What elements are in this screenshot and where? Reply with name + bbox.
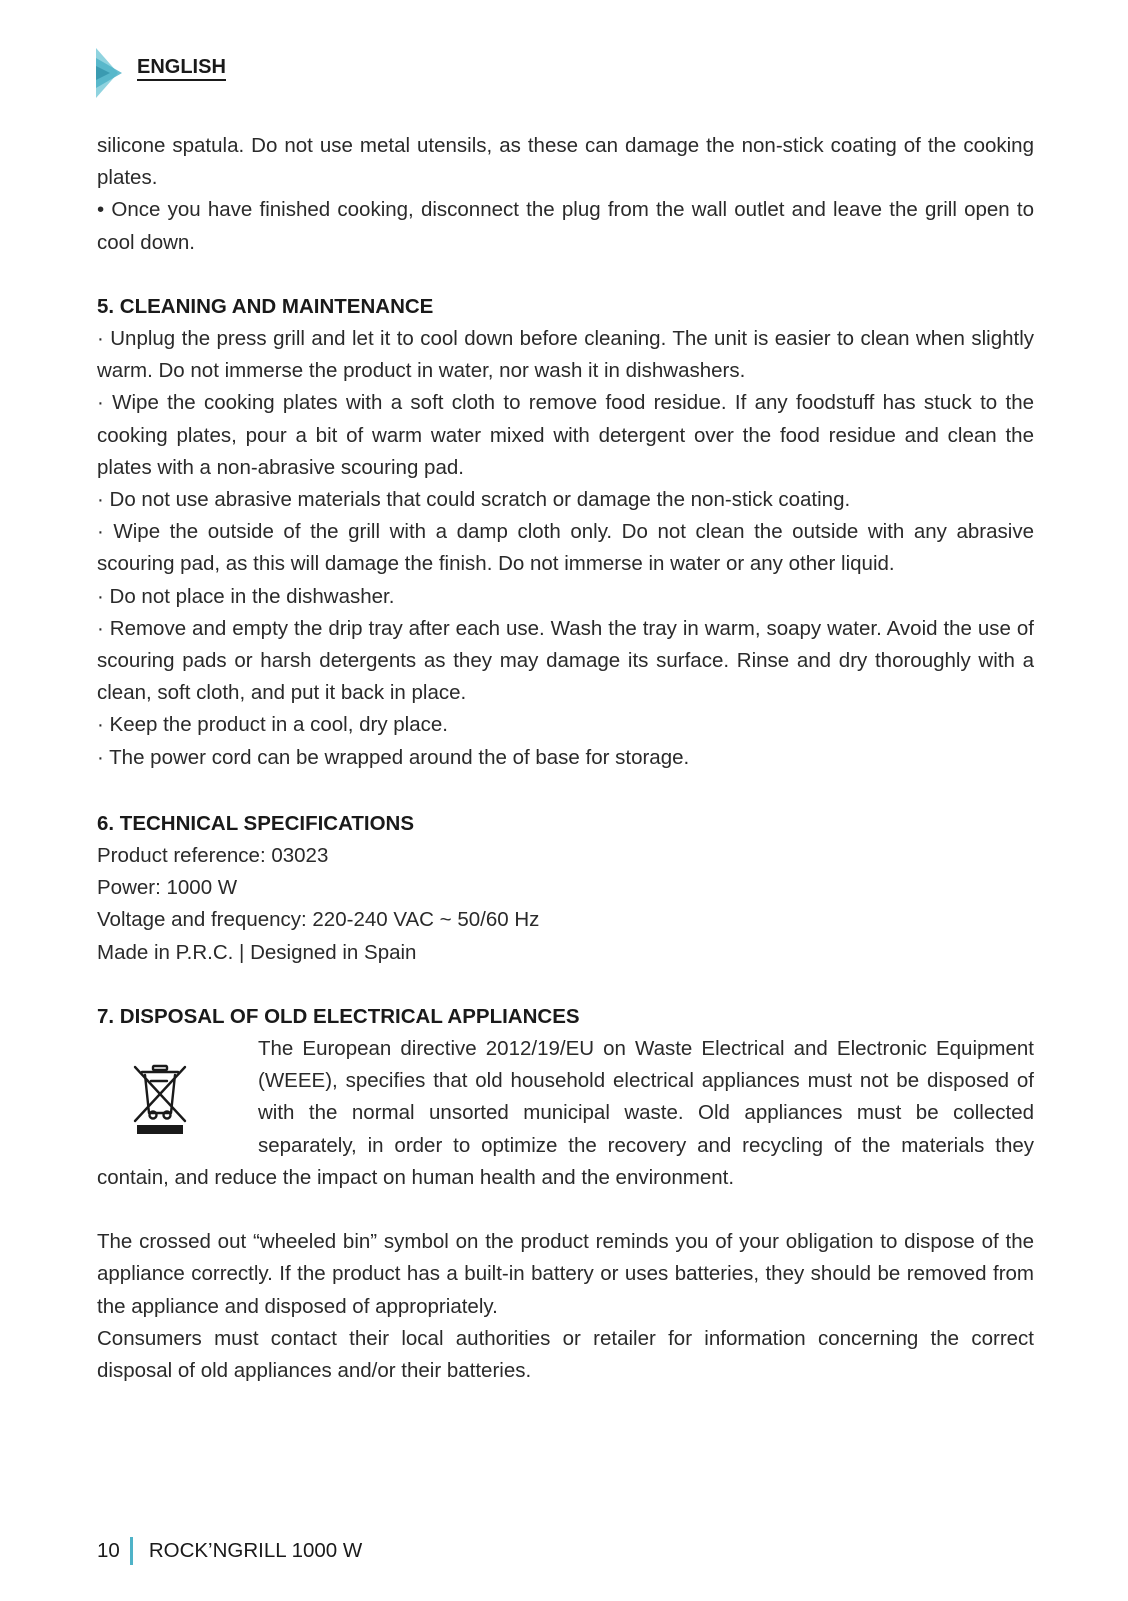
- cleaning-item: · Remove and empty the drip tray after each use. Wash the tray in warm, soapy water. Avoid the use of scouring pads or harsh detergents as they may damage its surface. Rinse and dry thoroughly with a clean, soft cloth, and put it back in place.: [97, 616, 1034, 705]
- section-heading-cleaning: 5. CLEANING AND MAINTENANCE: [97, 294, 434, 318]
- disposal-paragraph: Consumers must contact their local authorities or retailer for information concerning the correct disposal of old appliances and/or their batteries.: [97, 1326, 1034, 1382]
- spec-item: Power: 1000 W: [97, 876, 238, 900]
- cleaning-item: · Wipe the cooking plates with a soft cloth to remove food residue. If any foodstuff has stuck to the cooking plates, pour a bit of warm water mixed with detergent over the food residue and clean the plates with a non-abrasive scouring pad.: [97, 391, 1034, 479]
- intro-paragraph: • Once you have finished cooking, disconnect the plug from the wall outlet and leave the grill open to cool down.: [97, 198, 1034, 254]
- disposal-paragraph: The European directive 2012/19/EU on Waste Electrical and Electronic Equipment (WEEE), specifies that old household electrical appliances must not be disposed of with the normal unsorted municipal waste. Old appliances must be collected separately, in order to optimize the recovery and recycling of the materials they contain, and reduce the impact on human health and the environment.: [97, 1037, 1034, 1189]
- spec-item: Voltage and frequency: 220-240 VAC ~ 50/60 Hz: [97, 908, 540, 932]
- section-heading-disposal: 7. DISPOSAL OF OLD ELECTRICAL APPLIANCES: [97, 1004, 580, 1028]
- cleaning-item: · Do not place in the dishwasher.: [97, 584, 395, 608]
- page-footer: [97, 1536, 362, 1566]
- cleaning-item: · Do not use abrasive materials that could scratch or damage the non-stick coating.: [97, 488, 851, 512]
- disposal-directive: [97, 1033, 1034, 1194]
- spec-item: Product reference: 03023: [97, 844, 329, 868]
- cleaning-item: · Unplug the press grill and let it to cool down before cleaning. The unit is easier to clean when slightly warm. Do not immerse the product in water, nor wash it in dishwashers.: [97, 327, 1034, 383]
- section-heading-specs: 6. TECHNICAL SPECIFICATIONS: [97, 811, 415, 835]
- language-label: ENGLISH: [137, 56, 226, 81]
- footer-divider: [130, 1537, 133, 1565]
- spec-item: Made in P.R.C. | Designed in Spain: [97, 940, 417, 964]
- cleaning-item: · Wipe the outside of the grill with a damp cloth only. Do not clean the outside with any abrasive scouring pad, as this will damage the finish. Do not immerse in water or any other liquid.: [97, 520, 1034, 576]
- page-content: [97, 130, 1034, 1387]
- crossed-out-wheeled-bin-icon: [129, 1063, 191, 1135]
- cleaning-item: · The power cord can be wrapped around the of base for storage.: [97, 745, 690, 769]
- page-number: 10: [97, 1539, 120, 1562]
- cleaning-item: · Keep the product in a cool, dry place.: [97, 713, 448, 737]
- language-marker-icon: [96, 48, 122, 98]
- intro-paragraph: silicone spatula. Do not use metal utensils, as these can damage the non-stick coating of the cooking plates.: [97, 134, 1034, 190]
- product-name: ROCK’NGRILL 1000 W: [148, 1539, 363, 1562]
- disposal-paragraph: The crossed out “wheeled bin” symbol on the product reminds you of your obligation to dispose of the appliance correctly. If the product has a built-in battery or uses batteries, they should be removed from the appliance and disposed of appropriately.: [97, 1230, 1034, 1318]
